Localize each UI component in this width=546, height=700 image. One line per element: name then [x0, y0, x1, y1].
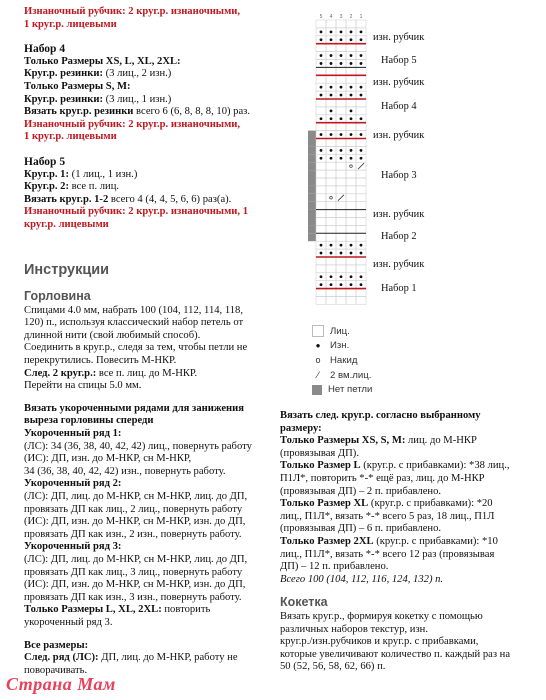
no-stitch-cell — [308, 162, 316, 170]
k2tog-icon: ⁄ — [317, 369, 319, 381]
grid-cell — [316, 44, 326, 52]
set4-only1: Только Размеры XS, L, XL, 2XL: — [24, 55, 181, 67]
grid-cell — [356, 178, 366, 186]
purl-stitch — [330, 252, 333, 255]
next-row: След. ряд (ЛС): ДП, лиц. до М-НКР, работу не — [24, 652, 238, 664]
text-line: провязать ДП как изн., 2 изн., повернуть работу. — [24, 528, 242, 540]
grid-cell — [336, 257, 346, 265]
grid-cell — [336, 297, 346, 305]
grid-cell — [316, 257, 326, 265]
grid-cell — [336, 218, 346, 226]
set5-r1: Круг.р. 1: (1 лиц., 1 изн.) — [24, 168, 138, 180]
set5-knit: Вязать круг.р. 1-2 всего 4 (4, 4, 5, 6, 6) раз(а). — [24, 193, 232, 205]
column-number: 4 — [329, 14, 333, 20]
text-line: поворачивать. — [24, 664, 88, 676]
grid-cell — [356, 194, 366, 202]
purl-stitch — [340, 30, 343, 33]
text-line: П1Л*, повторить *-* ещё раз, лиц. до М-НКР — [280, 472, 485, 484]
grid-cell — [316, 20, 326, 28]
right-column — [280, 410, 530, 674]
purl-stitch — [360, 30, 363, 33]
text-line: Спицами 4.0 мм, набрать 100 (104, 112, 114, 118, — [24, 304, 243, 316]
text-line: которые увеличивают количество п. каждый раз на — [280, 648, 511, 660]
purl-stitch — [340, 252, 343, 255]
grid-cell — [356, 123, 366, 131]
purl-stitch — [320, 86, 323, 89]
chart-label: Набор 4 — [381, 101, 417, 112]
grid-cell — [326, 75, 336, 83]
no-stitch-cell — [308, 139, 316, 147]
left-column — [24, 6, 276, 677]
purl-stitch — [340, 275, 343, 278]
l-line: Только Размер L (круг.р. с прибавками): *38 лиц., — [280, 460, 510, 472]
grid-cell — [356, 289, 366, 297]
grid-cell — [316, 297, 326, 305]
no-stitch-cell — [308, 131, 316, 139]
grid-cell — [356, 75, 366, 83]
grid-cell — [336, 186, 346, 194]
purl-stitch — [320, 38, 323, 41]
text-line: (провязывая ДП) – 2 п. прибавлено. — [280, 485, 442, 497]
text-line: различных наборов текстур, изн. — [280, 623, 428, 635]
purl-stitch — [340, 86, 343, 89]
grid-cell — [336, 289, 346, 297]
grid-cell — [356, 139, 366, 147]
grid-cell — [346, 257, 356, 265]
chart-label: изн. рубчик — [373, 259, 425, 270]
grid-cell — [346, 44, 356, 52]
grid-cell — [346, 233, 356, 241]
grid-cell — [316, 225, 326, 233]
grid-cell — [356, 44, 366, 52]
purl-stitch — [350, 283, 353, 286]
knit-symbol-icon — [312, 325, 324, 337]
short-row3-title: Укороченный ряд 3: — [24, 541, 122, 553]
grid-cell — [326, 265, 336, 273]
text-line: длинной нити (свой любимый способ). — [24, 329, 201, 341]
grid-cell — [336, 225, 346, 233]
grid-cell — [326, 99, 336, 107]
no-stitch-icon — [312, 385, 322, 395]
purl-stitch — [330, 109, 333, 112]
purl-stitch — [330, 133, 333, 136]
grid-cell — [336, 162, 346, 170]
only-l-line: Только Размеры L, XL, 2XL: повторить — [24, 604, 211, 616]
no-stitch-cell — [308, 146, 316, 154]
grid-cell — [356, 257, 366, 265]
purl-stitch — [320, 275, 323, 278]
yarn-over — [350, 165, 353, 168]
chart-grid — [300, 12, 540, 322]
purl-stitch — [360, 283, 363, 286]
chart-label: изн. рубчик — [373, 130, 425, 141]
purl-stitch — [340, 62, 343, 65]
chart-label: изн. рубчик — [373, 77, 425, 88]
text-line: 34 (36, 38, 40, 42, 42) изн., повернуть работу. — [24, 465, 226, 477]
instructions-heading: Инструкции — [24, 261, 110, 278]
grid-cell — [316, 265, 326, 273]
purl-stitch — [360, 244, 363, 247]
text-line: 50 (52, 56, 58, 62, 66) п. — [280, 661, 386, 673]
chart-label: изн. рубчик — [373, 32, 425, 43]
grid-cell — [326, 44, 336, 52]
purl-dot-icon: • — [315, 338, 321, 354]
text-line: круг.р./изн.рубчиков и круг.р. с прибавками, — [280, 636, 479, 648]
grid-cell — [356, 297, 366, 305]
grid-cell — [356, 67, 366, 75]
purl-stitch — [350, 133, 353, 136]
grid-cell — [346, 186, 356, 194]
xl-line: Только Размер XL (круг.р. с прибавками): *20 — [280, 498, 493, 510]
purl-stitch — [320, 149, 323, 152]
rib-line: Изнаночный рубчик: 2 круг.р. изнаночными, — [24, 118, 241, 130]
purl-stitch — [320, 157, 323, 160]
grid-cell — [356, 225, 366, 233]
grid-cell — [326, 194, 336, 202]
grid-cell — [326, 162, 336, 170]
text-line: (ЛС): ДП, лиц. до М-НКР, сн М-НКР, лиц. до ДП, — [24, 553, 248, 565]
text-line: ДП) – 12 п. прибавлено. — [280, 561, 389, 573]
purl-stitch — [360, 133, 363, 136]
grid-cell — [336, 265, 346, 273]
purl-stitch — [360, 157, 363, 160]
purl-stitch — [340, 133, 343, 136]
text-line: (ЛС): ДП, лиц. до М-НКР, сн М-НКР, лиц. до ДП, — [24, 491, 248, 502]
set5-r2: Круг.р. 2: все п. лиц. — [24, 181, 120, 193]
text-line: провязать ДП как изн., 3 изн., повернуть работу. — [24, 591, 242, 603]
purl-stitch — [340, 149, 343, 152]
grid-cell — [336, 20, 346, 28]
grid-cell — [346, 123, 356, 131]
grid-cell — [346, 297, 356, 305]
grid-cell — [316, 139, 326, 147]
purl-stitch — [350, 117, 353, 120]
purl-stitch — [320, 117, 323, 120]
grid-cell — [356, 265, 366, 273]
grid-cell — [346, 218, 356, 226]
grid-cell — [326, 20, 336, 28]
yarn-over — [330, 196, 333, 199]
chart-legend — [312, 324, 372, 397]
set5-title: Набор 5 — [24, 155, 66, 168]
grid-cell — [346, 265, 356, 273]
grid-cell — [346, 178, 356, 186]
grid-cell — [336, 210, 346, 218]
legend-item: o Накид — [312, 353, 372, 368]
grid-cell — [346, 289, 356, 297]
rib-line: Изнаночный рубчик: 2 круг.р. изнаночными, — [24, 6, 241, 17]
purl-stitch — [350, 86, 353, 89]
purl-stitch — [360, 275, 363, 278]
xs-line: Только Размеры XS, S, M: лиц. до М-НКР — [280, 435, 477, 447]
chart-label: Набор 5 — [381, 55, 417, 66]
total-line: Всего 100 (104, 112, 116, 124, 132) п. — [280, 573, 444, 585]
grid-cell — [316, 75, 326, 83]
grid-cell — [346, 20, 356, 28]
set4-rib1: Круг.р. резинки: (3 лиц., 2 изн.) — [24, 68, 172, 80]
short-rows-head: Вязать укороченными рядами для занижения — [24, 402, 245, 414]
text-line: лиц., П1Л*, вязать *-* всего 12 раз (провязывая — [280, 548, 495, 560]
no-stitch-cell — [308, 186, 316, 194]
grid-cell — [326, 257, 336, 265]
grid-cell — [356, 99, 366, 107]
legend-item: Лиц. — [312, 324, 372, 339]
purl-stitch — [330, 94, 333, 97]
rib-line: Изнаночный рубчик: 2 круг.р. изнаночными, 1 — [24, 206, 248, 218]
purl-stitch — [350, 252, 353, 255]
no-stitch-cell — [308, 194, 316, 202]
grid-cell — [316, 170, 326, 178]
purl-stitch — [340, 157, 343, 160]
grid-cell — [336, 202, 346, 210]
purl-stitch — [330, 149, 333, 152]
short-rows-head: выреза горловины спереди — [24, 415, 154, 427]
watermark-logo: Страна Мам — [6, 674, 116, 694]
text-line: укороченный ряд 3. — [24, 616, 113, 628]
grid-cell — [316, 218, 326, 226]
grid-cell — [326, 139, 336, 147]
purl-stitch — [350, 30, 353, 33]
grid-cell — [336, 107, 346, 115]
grid-cell — [326, 289, 336, 297]
grid-cell — [356, 210, 366, 218]
grid-cell — [336, 44, 346, 52]
column-number: 5 — [319, 14, 323, 20]
legend-item: • Изн. — [312, 339, 372, 354]
grid-cell — [336, 99, 346, 107]
text-line: провязать ДП как лиц., 3 лиц., повернуть работу — [24, 566, 243, 578]
purl-stitch — [330, 62, 333, 65]
xxl-line: Только Размер 2XL (круг.р. с прибавками): *10 — [280, 535, 498, 547]
text-line: 120) п., используя классический набор петель от — [24, 317, 244, 329]
grid-cell — [356, 202, 366, 210]
grid-cell — [356, 170, 366, 178]
grid-cell — [336, 67, 346, 75]
next2: След. 2 круг.р.: все п. лиц. до М-НКР. — [24, 367, 198, 379]
grid-cell — [326, 218, 336, 226]
chart-label: Набор 1 — [381, 283, 417, 294]
purl-stitch — [320, 62, 323, 65]
purl-stitch — [330, 117, 333, 120]
grid-cell — [356, 107, 366, 115]
grid-cell — [326, 67, 336, 75]
grid-cell — [336, 170, 346, 178]
grid-cell — [326, 202, 336, 210]
text-line: Вязать след. круг.р. согласно выбранному — [280, 410, 481, 421]
legend-item: ⁄ 2 вм.лиц. — [312, 368, 372, 383]
grid-cell — [346, 202, 356, 210]
purl-stitch — [360, 117, 363, 120]
purl-stitch — [340, 283, 343, 286]
grid-cell — [356, 233, 366, 241]
grid-cell — [346, 170, 356, 178]
switch-needles: Перейти на спицы 5.0 мм. — [24, 380, 142, 392]
column-number: 1 — [359, 14, 363, 20]
text-line: Соединить в круг.р., следя за тем, чтобы петли не — [24, 342, 248, 354]
k2tog — [358, 163, 364, 169]
purl-stitch — [360, 149, 363, 152]
grid-cell — [326, 225, 336, 233]
chart-label: изн. рубчик — [373, 209, 425, 220]
grid-cell — [316, 194, 326, 202]
no-stitch-cell — [308, 225, 316, 233]
no-stitch-cell — [308, 218, 316, 226]
text-line: Вязать круг.р., формируя кокетку с помощью — [280, 610, 483, 622]
grid-cell — [316, 202, 326, 210]
grid-cell — [326, 210, 336, 218]
grid-cell — [336, 233, 346, 241]
purl-stitch — [350, 94, 353, 97]
purl-stitch — [350, 244, 353, 247]
purl-stitch — [360, 38, 363, 41]
grid-cell — [326, 186, 336, 194]
purl-stitch — [340, 54, 343, 57]
purl-stitch — [350, 38, 353, 41]
text-line: провязать ДП как лиц., 2 лиц., повернуть работу — [24, 503, 243, 515]
grid-cell — [336, 75, 346, 83]
short-row2-title: Укороченный ряд 2: — [24, 478, 122, 490]
purl-stitch — [350, 62, 353, 65]
all-sizes: Все размеры: — [24, 639, 89, 651]
purl-stitch — [320, 94, 323, 97]
grid-cell — [316, 210, 326, 218]
purl-stitch — [350, 54, 353, 57]
text-line: (ИС): ДП, изн. до М-НКР, сн М-НКР, — [24, 453, 192, 465]
no-stitch-cell — [308, 170, 316, 178]
legend-item: Нет петли — [312, 382, 372, 397]
purl-stitch — [350, 149, 353, 152]
purl-stitch — [350, 157, 353, 160]
column-number: 2 — [349, 14, 353, 20]
grid-cell — [346, 194, 356, 202]
chart-label: Набор 2 — [381, 231, 417, 242]
text-line: (ИС): ДП, изн. до М-НКР, сн М-НКР, изн. до ДП, — [24, 516, 246, 528]
grid-cell — [356, 218, 366, 226]
rib-line: круг.р. лицевыми — [24, 218, 109, 230]
set4-rib2: Круг.р. резинки: (3 лиц., 1 изн.) — [24, 93, 172, 105]
no-stitch-cell — [308, 210, 316, 218]
yoke-heading: Кокетка — [280, 595, 328, 610]
grid-cell — [316, 107, 326, 115]
neck-heading: Горловина — [24, 289, 91, 304]
grid-cell — [346, 210, 356, 218]
grid-cell — [326, 178, 336, 186]
grid-cell — [346, 139, 356, 147]
text-line: (ИС): ДП, изн. до М-НКР, сн М-НКР, изн. до ДП, — [24, 579, 246, 591]
purl-stitch — [330, 157, 333, 160]
grid-cell — [316, 178, 326, 186]
purl-stitch — [320, 283, 323, 286]
grid-cell — [326, 123, 336, 131]
purl-stitch — [320, 244, 323, 247]
grid-cell — [336, 178, 346, 186]
purl-stitch — [330, 38, 333, 41]
k2tog — [338, 195, 344, 201]
grid-cell — [346, 99, 356, 107]
grid-cell — [316, 233, 326, 241]
purl-stitch — [360, 94, 363, 97]
purl-stitch — [340, 244, 343, 247]
grid-cell — [336, 139, 346, 147]
text-line: лиц., П1Л*, вязать *-* всего 5 раз, 18 лиц., П1Л — [280, 510, 495, 522]
grid-cell — [316, 289, 326, 297]
no-stitch-cell — [308, 154, 316, 162]
purl-stitch — [360, 54, 363, 57]
text-line: (провязывая ДП) – 6 п. прибавлено. — [280, 523, 442, 535]
grid-cell — [316, 162, 326, 170]
purl-stitch — [350, 275, 353, 278]
grid-cell — [346, 225, 356, 233]
purl-stitch — [320, 133, 323, 136]
no-stitch-cell — [308, 233, 316, 241]
purl-stitch — [360, 252, 363, 255]
grid-cell — [316, 99, 326, 107]
purl-stitch — [340, 38, 343, 41]
set4-only2: Только Размеры S, M: — [24, 80, 131, 92]
purl-stitch — [330, 30, 333, 33]
purl-stitch — [340, 94, 343, 97]
chart-label: Набор 3 — [381, 170, 417, 181]
grid-cell — [326, 233, 336, 241]
purl-stitch — [330, 54, 333, 57]
grid-cell — [316, 123, 326, 131]
set4-title: Набор 4 — [24, 43, 66, 56]
grid-cell — [316, 67, 326, 75]
text-line: перекрутились. Повесить М-НКР. — [24, 355, 177, 367]
grid-cell — [346, 162, 356, 170]
purl-stitch — [360, 86, 363, 89]
rib-line: 1 круг.р. лицевыми — [24, 131, 117, 143]
no-stitch-cell — [308, 178, 316, 186]
purl-stitch — [340, 117, 343, 120]
text-line: (провязывая ДП). — [280, 447, 359, 459]
grid-cell — [346, 67, 356, 75]
purl-stitch — [350, 109, 353, 112]
purl-stitch — [320, 54, 323, 57]
column-number: 3 — [339, 14, 343, 20]
purl-stitch — [330, 86, 333, 89]
text-line: (ЛС): 34 (36, 38, 40, 42, 42) лиц., повернуть работу — [24, 440, 252, 452]
purl-stitch — [330, 275, 333, 278]
text-line: размеру: — [280, 422, 322, 434]
grid-cell — [336, 123, 346, 131]
grid-cell — [326, 170, 336, 178]
yarn-over-icon: o — [315, 355, 321, 366]
short-row1-title: Укороченный ряд 1: — [24, 428, 122, 440]
grid-cell — [356, 20, 366, 28]
rib-line: 1 круг.р. лицевыми — [24, 18, 117, 30]
grid-cell — [346, 75, 356, 83]
grid-cell — [326, 297, 336, 305]
purl-stitch — [360, 62, 363, 65]
purl-stitch — [320, 252, 323, 255]
purl-stitch — [330, 244, 333, 247]
set4-knit: Вязать круг.р. резинки всего 6 (6, 8, 8, 8, 10) раз. — [24, 106, 251, 118]
grid-cell — [316, 186, 326, 194]
grid-cell — [356, 186, 366, 194]
no-stitch-cell — [308, 202, 316, 210]
purl-stitch — [330, 283, 333, 286]
purl-stitch — [320, 30, 323, 33]
